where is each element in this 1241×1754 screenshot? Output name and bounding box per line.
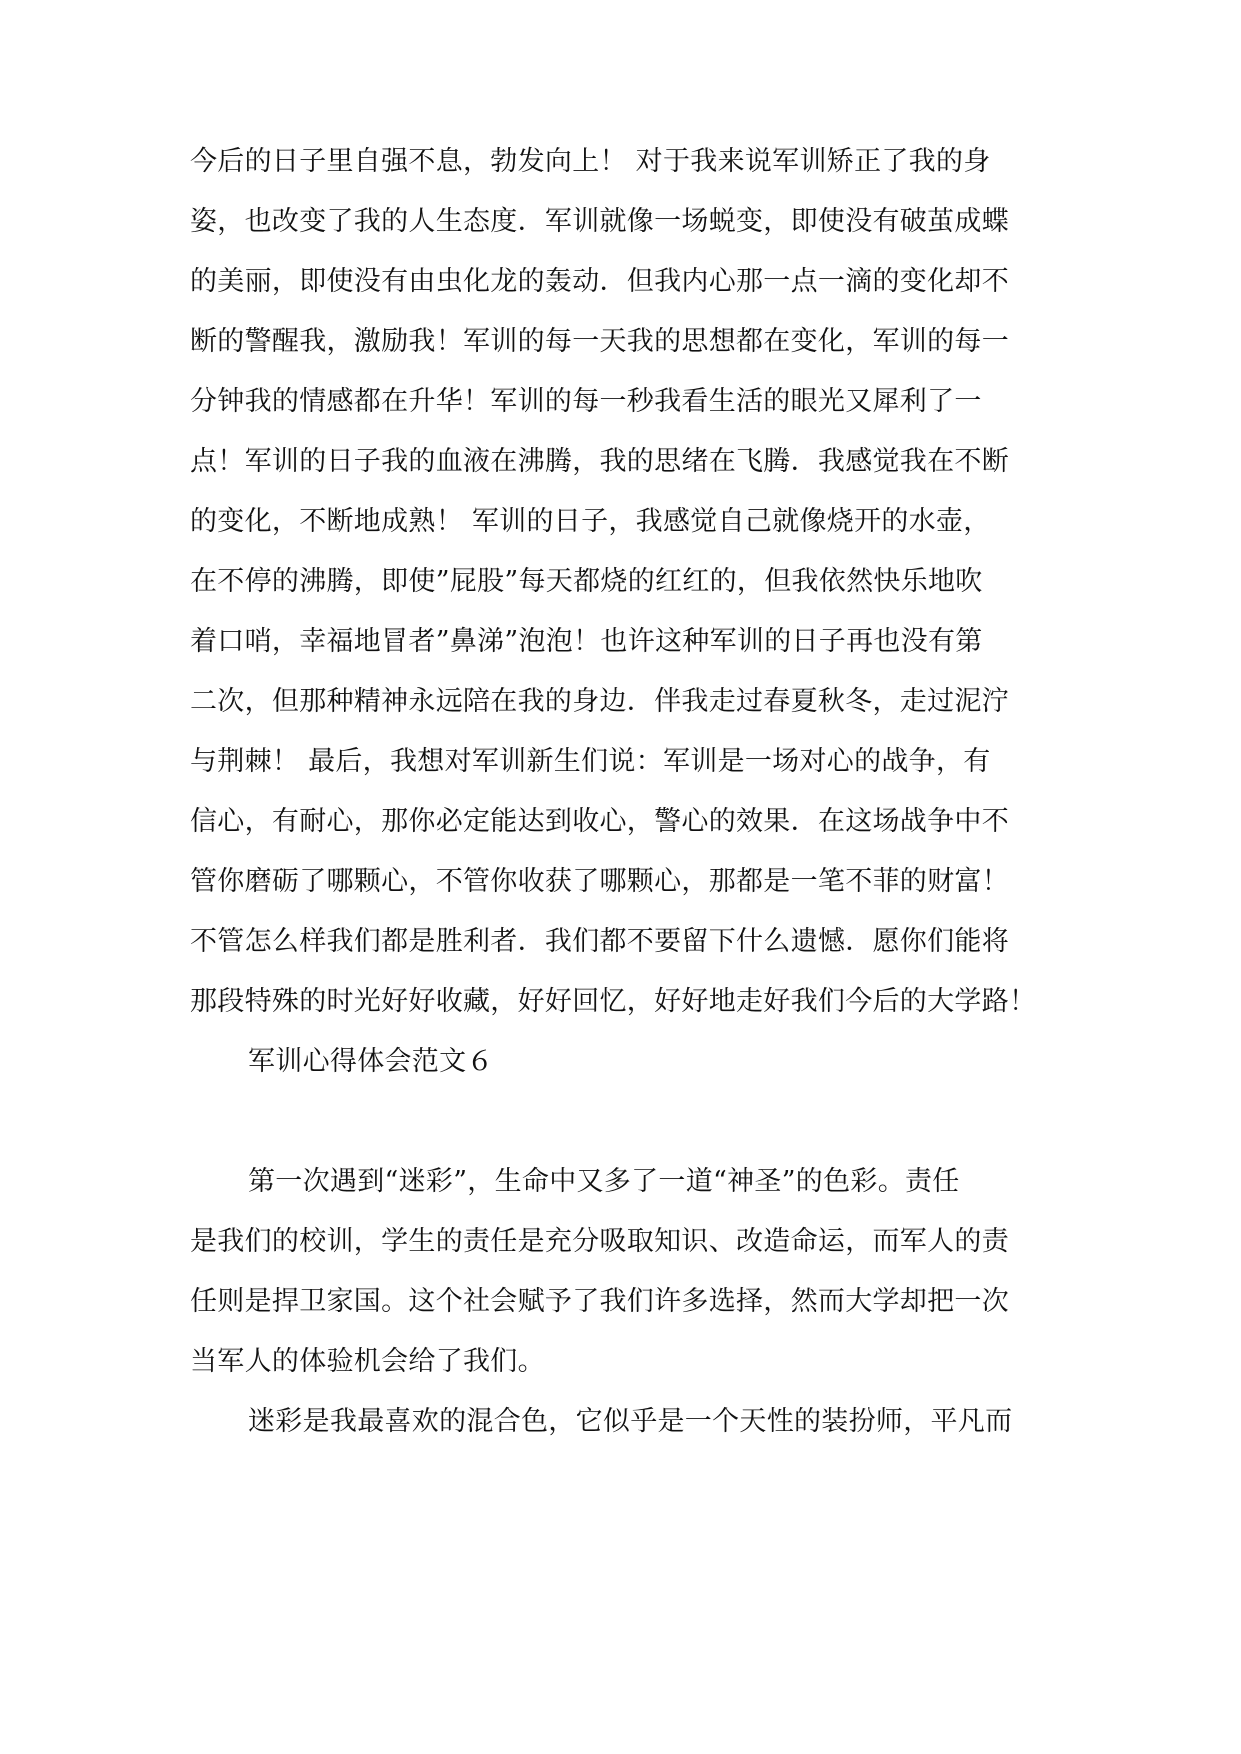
- text-line: 不管怎么样我们都是胜利者．我们都不要留下什么遗憾．愿你们能将: [190, 926, 1009, 957]
- text-line: 断的警醒我，激励我！军训的每一天我的思想都在变化，军训的每一: [190, 326, 1009, 357]
- text-line: 分钟我的情感都在升华！军训的每一秒我看生活的眼光又犀利了一: [190, 386, 982, 417]
- text-line: 第一次遇到“迷彩”，生命中又多了一道“神圣”的色彩。责任: [248, 1166, 960, 1197]
- text-line: 当军人的体验机会给了我们。: [190, 1346, 545, 1377]
- text-line: 今后的日子里自强不息，勃发向上！ 对于我来说军训矫正了我的身: [190, 146, 991, 177]
- text-line: 那段特殊的时光好好收藏，好好回忆，好好地走好我们今后的大学路！: [190, 986, 1037, 1017]
- text-line: 姿，也改变了我的人生态度．军训就像一场蜕变，即使没有破茧成蝶: [190, 206, 1009, 237]
- text-line: 迷彩是我最喜欢的混合色，它似乎是一个天性的装扮师，平凡而: [248, 1406, 1013, 1437]
- text-line: 点！军训的日子我的血液在沸腾，我的思绪在飞腾．我感觉我在不断: [190, 446, 1009, 477]
- text-line: 是我们的校训，学生的责任是充分吸取知识、改造命运，而军人的责: [190, 1226, 1009, 1257]
- text-line: 着口哨，幸福地冒者”鼻涕”泡泡！也许这种军训的日子再也没有第: [190, 626, 983, 657]
- text-line: 任则是捍卫家国。这个社会赋予了我们许多选择，然而大学却把一次: [190, 1286, 1009, 1317]
- text-line: 的变化，不断地成熟！ 军训的日子，我感觉自己就像烧开的水壶，: [190, 506, 991, 537]
- text-line: 在不停的沸腾，即使”屁股”每天都烧的红红的，但我依然快乐地吹: [190, 566, 983, 597]
- text-line: 二次，但那种精神永远陪在我的身边．伴我走过春夏秋冬，走过泥泞: [190, 686, 1009, 717]
- text-line: 与荆棘！ 最后，我想对军训新生们说：军训是一场对心的战争，有: [190, 746, 991, 777]
- section-title: 军训心得体会范文６: [248, 1046, 494, 1077]
- text-line: 的美丽，即使没有由虫化龙的轰动．但我内心那一点一滴的变化却不: [190, 266, 1009, 297]
- text-line: 信心，有耐心，那你必定能达到收心，警心的效果．在这场战争中不: [190, 806, 1009, 837]
- text-line: 管你磨砺了哪颗心，不管你收获了哪颗心，那都是一笔不菲的财富！: [190, 866, 1009, 897]
